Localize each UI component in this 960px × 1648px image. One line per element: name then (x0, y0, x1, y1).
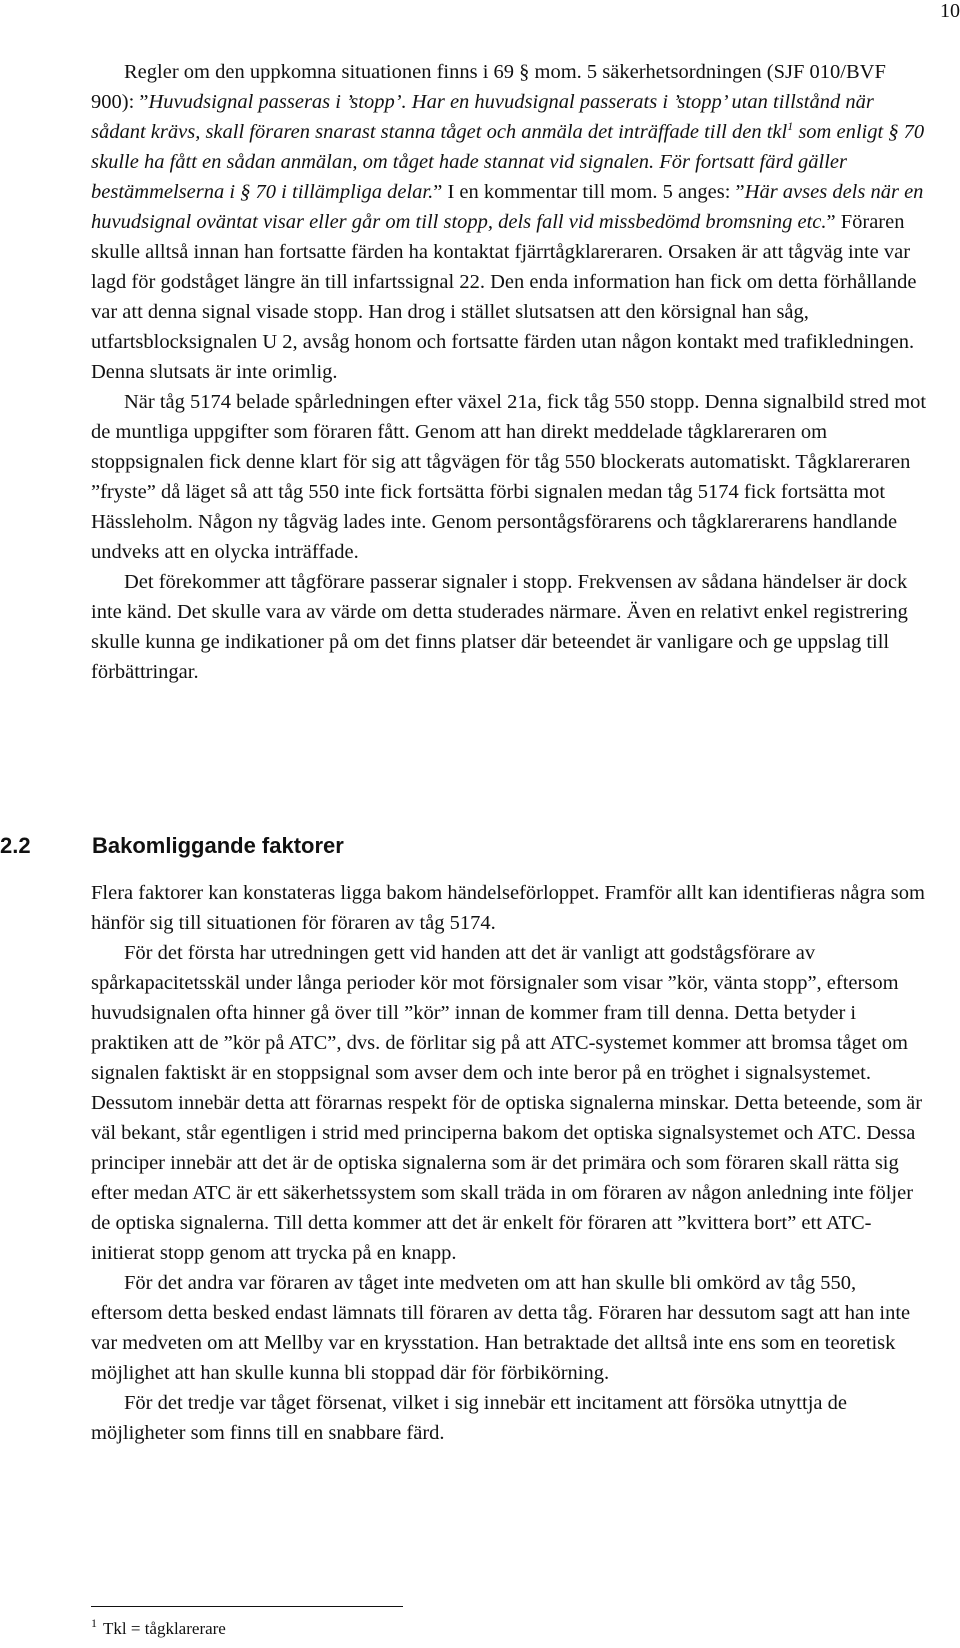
section-number: 2.2 (0, 833, 31, 858)
footnote-divider (91, 1606, 403, 1607)
quote-run: Här avses dels när en huvudsignal oväntat visar eller går om till stopp, dels fall vid missbedömd bromsning etc. (91, 181, 924, 233)
paragraph-first-factor: För det första har utredningen gett vid handen att det är vanligt att godstågsförare av spårkapacitetsskäl under långa perioder kör mot försignaler som visar ”kör, vänta stopp”, eftersom huvudsignalen ofta hinner gå över till ”kör” innan de kommer fram till denna. Detta betyder i praktiken att de ”kör på ATC”, dvs. de förlitar sig på att ATC-systemet kommer att bromsa tåget om signalen faktiskt är en stoppsignal som avser dem och inte beror på en tröghet i signalsystemet. Dessutom innebär detta att förarnas respekt för de optiska signalerna minskar. Detta beteende, som är väl bekant, står egentligen i strid med principerna bakom det optiska signalsystemet och ATC. Dessa principer innebär att det är de optiska signalerna som är det primära och som föraren skall rätta sig efter medan ATC är ett säkerhetssystem som skall träda in om föraren av någon anledning inte följer de optiska signalerna. Till detta kommer att det är enkelt för föraren att ”kvittera bort” ett ATC-initierat stopp genom att trycka på en knapp. (91, 942, 923, 1264)
text-run: Regler om den uppkomna situationen finns i 69 § mom. 5 säkerhetsordningen (SJF 010/BVF 900): ” (91, 61, 886, 113)
paragraph-train-5174: När tåg 5174 belade spårledningen efter växel 21a, fick tåg 550 stopp. Denna signalbild stred mot de muntliga uppgifter som föraren fått. Genom att han direkt meddelade tågklareraren om stoppsignalen fick denne klart för sig att tågvägen för tåg 550 blockerats automatiskt. Tågklareraren ”fryste” då läget så att tåg 550 inte fick fortsätta förbi signalen medan tåg 5174 fick fortsätta mot Hässleholm. Någon ny tågväg lades inte. Genom persontågsförarens och tågklarerarens handlande undveks att en olycka inträffade. (91, 391, 927, 563)
body-upper (91, 57, 929, 687)
footnote-reference: 1 (787, 119, 794, 134)
footnote-text: Tkl = tågklarerare (103, 1619, 226, 1638)
footnote (91, 1618, 226, 1640)
paragraph-second-factor: För det andra var föraren av tåget inte medveten om att han skulle bli omkörd av tåg 550, eftersom detta besked endast lämnats till föraren av detta tåg. Föraren har dessutom sagt att han inte var medveten om att Mellby var en krysstation. Han betraktade det alltså inte ens som en teoretisk möjlighet att han skulle kunna bli stoppad där för förbikörning. (91, 1272, 911, 1384)
text-run: ” I en kommentar till mom. 5 anges: ” (433, 181, 745, 203)
quote-run: Huvudsignal passeras i ’stopp’. Har en huvudsignal passerats i ’stopp’ utan tillstånd när sådant krävs, skall föraren snarast stanna tåget och anmäla det inträffade till den tkl (91, 91, 874, 143)
quote-run: som enligt § 70 skulle ha fått en sådan anmälan, om tåget hade stannat vid signalen. För fortsatt färd gäller bestämmelserna i § 70 i tillämpliga delar. (91, 121, 925, 203)
paragraph-intro: Flera faktorer kan konstateras ligga bakom händelseförloppet. Framför allt kan identifieras några som hänför sig till situationen för föraren av tåg 5174. (91, 882, 925, 934)
section-heading (0, 829, 960, 863)
section-title: Bakomliggande faktorer (92, 833, 344, 858)
paragraph-regulation (91, 57, 929, 387)
paragraph-third-factor: För det tredje var tåget försenat, vilket i sig innebär ett incitament att försöka utnyttja de möjligheter som finns till en snabbare färd. (91, 1392, 847, 1444)
page-number: 10 (940, 0, 960, 22)
text-run: ” Föraren skulle alltså innan han fortsatte färden ha kontaktat fjärrtågklareraren. Orsaken är att tågväg inte var lagd för godståget längre än till infartssignal 22. Den enda information han fick om detta förhållande var att denna signal visade stopp. Han drog i stället slutsatsen att den körsignal han såg, utfartsblocksignalen U 2, avsåg honom och fortsatte färden utan någon kontakt med trafikledningen. Denna slutsats är inte orimlig. (91, 211, 917, 383)
footnote-mark: 1 (91, 1616, 97, 1631)
paragraph-frequency: Det förekommer att tågförare passerar signaler i stopp. Frekvensen av sådana händelser är dock inte känd. Det skulle vara av värde om detta studerades närmare. Även en relativt enkel registrering skulle kunna ge indikationer på om det finns platser där beteendet är vanligare och ge uppslag till förbättringar. (91, 571, 908, 683)
body-lower (91, 878, 929, 1448)
